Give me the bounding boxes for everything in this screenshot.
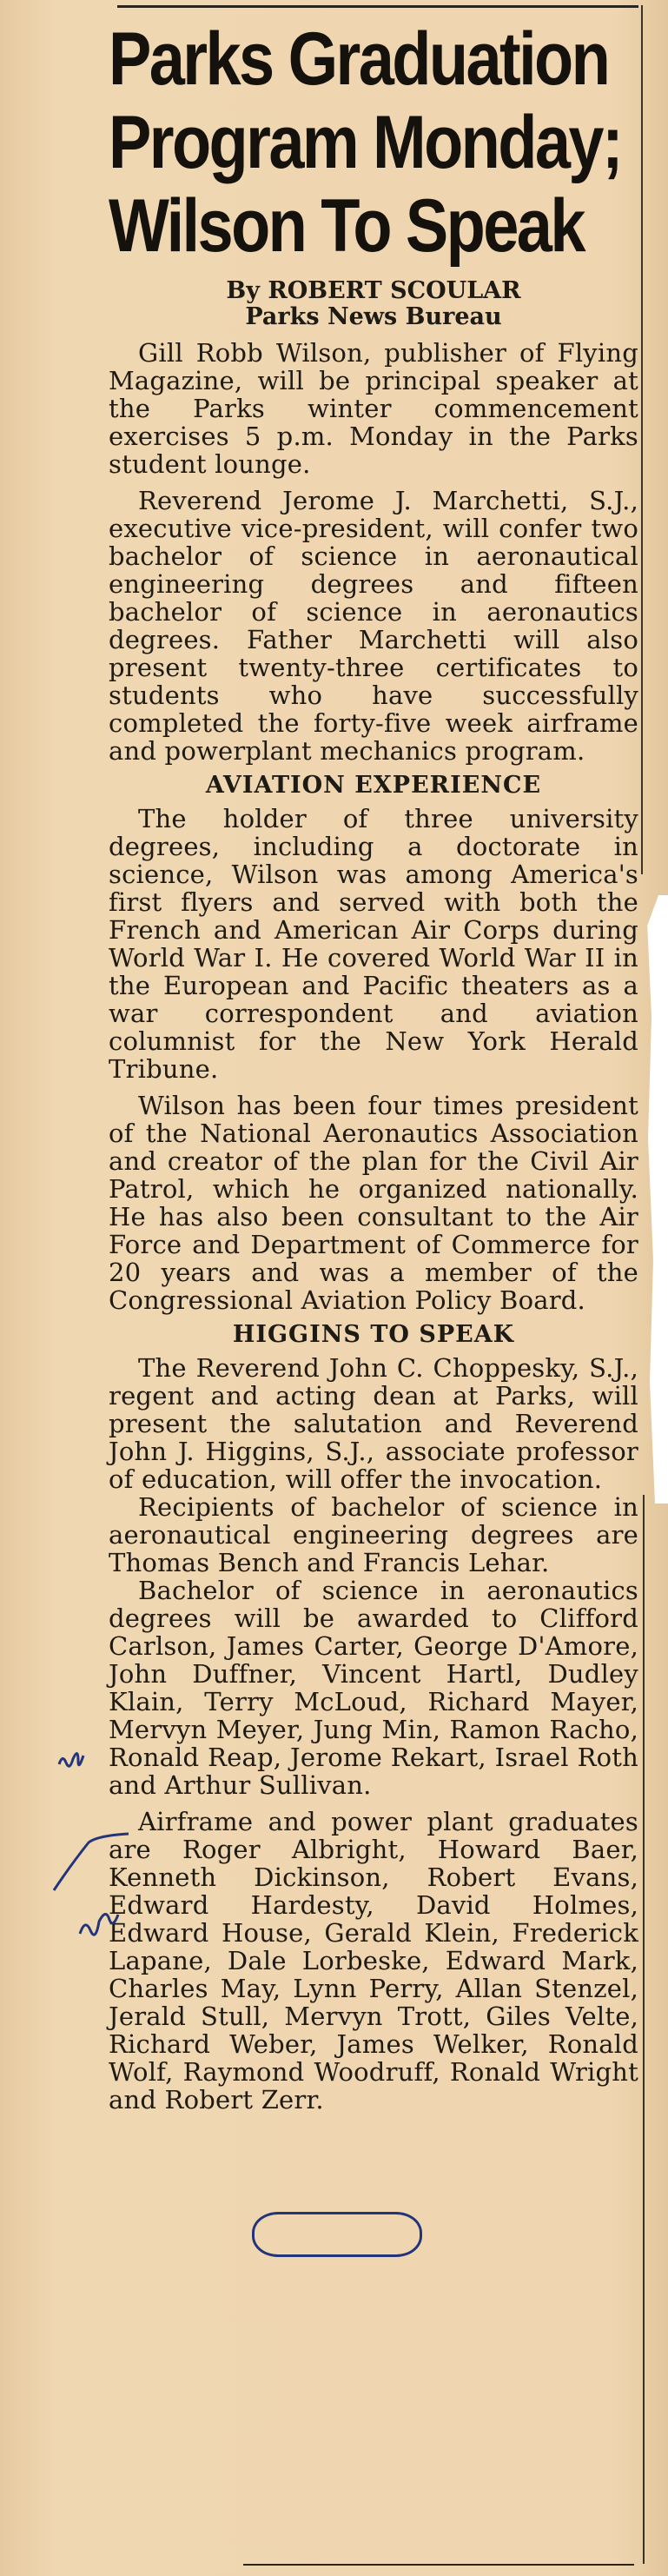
paragraph: The holder of three university degrees, including a doctorate in science, Wilson was among America's first flyers and served with both the French and American Air Corps during World War I. He covered World War II in the European and Pacific theaters as a war correspondent and aviation columnist for the New York Herald Tribune. — [109, 804, 638, 1084]
subheading-higgins-to-speak: HIGGINS TO SPEAK — [232, 1321, 515, 1348]
pen-check-mark — [59, 1753, 83, 1766]
headline-line-3: Wilson To Speak — [109, 184, 584, 268]
paragraph: Airframe and power plant graduates are Roger Albright, Howard Baer, Kenneth Dickinson, Robert Evans, Edward Hardesty, David Holmes, Edward House, Gerald Klein, Frederick Lapane, Dale Lorbeske, Edward Mark, Charles May, Lynn Perry, Allan Stenzel, Jerald Stull, Mervyn Trott, Giles Velte, Richard Weber, James Welker, Ronald Wolf, Raymond Woodruff, Ronald Wright and Robert Zerr. — [109, 1807, 638, 2115]
paragraph: Gill Robb Wilson, publisher of Flying Magazine, will be principal speaker at the Parks winter commencement exercises 5 p.m. Monday in the Parks student lounge. — [109, 338, 638, 479]
paragraph: The Reverend John C. Choppesky, S.J., regent and acting dean at Parks, will present the salutation and Reverend John J. Higgins, S.J., associate professor of education, will offer the invocation. — [109, 1353, 638, 1494]
byline-bureau: Parks News Bureau — [245, 303, 502, 330]
paragraph: Wilson has been four times president of the National Aeronautics Association and creator of the plan for the Civil Air Patrol, which he organized nationally. He has also been consultant to the Air Force and Department of Commerce for 20 years and was a member of the Congressional Aviation Policy Board. — [109, 1091, 638, 1315]
paragraph: Reverend Jerome J. Marchetti, S.J., executive vice-president, will confer two bachelor of science in aeronautical engineering degrees and fifteen bachelor of science in aeronautics degrees. Father Marchetti will also present twenty-three certificates to students who have successfully completed the forty-five week airframe and powerplant mechanics program. — [109, 486, 638, 766]
pen-circle-highlight — [252, 2212, 422, 2257]
paragraph: Recipients of bachelor of science in aeronautical engineering degrees are Thomas Bench and Francis Lehar. — [109, 1492, 638, 1577]
paragraph: Bachelor of science in aeronautics degrees will be awarded to Clifford Carlson, James Carter, George D'Amore, John Duffner, Vincent Hartl, Dudley Klain, Terry McLoud, Richard Mayer, Mervyn Meyer, Jung Min, Ramon Racho, Ronald Reap, Jerome Rekart, Israel Roth and Arthur Sullivan. — [109, 1576, 638, 1800]
headline-line-1: Parks Graduation — [109, 17, 609, 101]
pen-tick-mark — [54, 1834, 129, 1890]
subheading-aviation-experience: AVIATION EXPERIENCE — [205, 772, 542, 799]
byline-author: By ROBERT SCOULAR — [226, 277, 521, 304]
headline-line-2: Program Monday; — [109, 101, 622, 184]
pen-scribble-mark — [80, 1914, 118, 1935]
